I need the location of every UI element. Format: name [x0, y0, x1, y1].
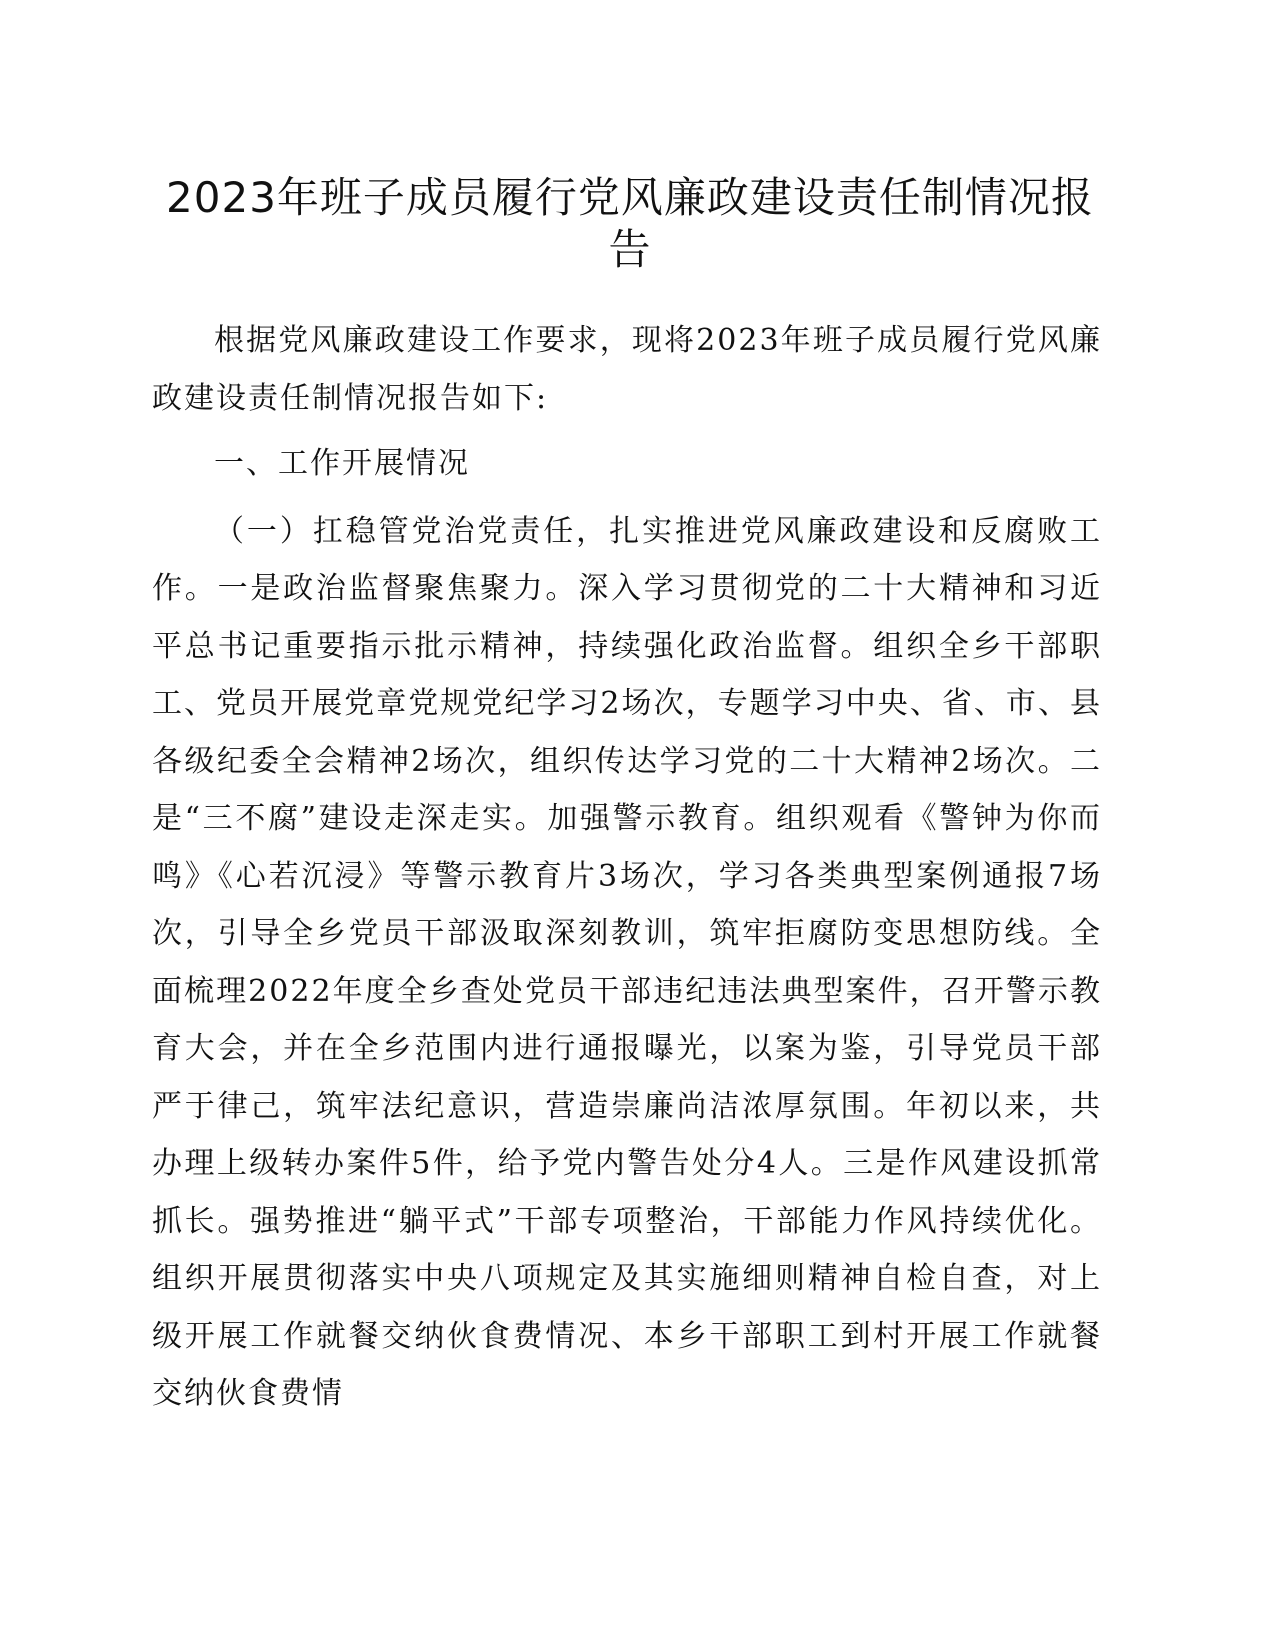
section-heading: 一、工作开展情况 — [214, 446, 470, 481]
body-paragraph: （一）扛稳管党治党责任，扎实推进党风廉政建设和反腐败工作。一是政治监督聚焦聚力。深入学习贯彻党的二十大精神和习近平总书记重要指示批示精神，持续强化政治监督。组织全乡干部职工、党员开展党章党规党纪学习2场次，专题学习中央、省、市、县各级纪委全会精神2场次，组织传达学习党的二十大精神2场次。二是“三不腐”建设走深走实。加强警示教育。组织观看《警钟为你而鸣》《心若沉浸》等警示教育片3场次，学习各类典型案例通报7场次，引导全乡党员干部汲取深刻教训，筑牢拒腐防变思想防线。全面梳理2022年度全乡查处党员干部违纪违法典型案件，召开警示教育大会，并在全乡范围内进行通报曝光，以案为鉴，引导党员干部严于律己，筑牢法纪意识，营造崇廉尚洁浓厚氛围。年初以来，共办理上级转办案件5件，给予党内警告处分4人。三是作风建设抓常抓长。强势推进“躺平式”干部专项整治，干部能力作风持续优化。组织开展贯彻落实中央八项规定及其实施细则精神自检自查，对上级开展工作就餐交纳伙食费情况、本乡干部职工到村开展工作就餐交纳伙食费情 — [152, 513, 1102, 1411]
document-title: 2023年班子成员履行党风廉政建设责任制情况报告 — [166, 173, 1094, 274]
intro-paragraph: 根据党风廉政建设工作要求，现将2023年班子成员履行党风廉政建设责任制情况报告如下: — [152, 323, 1102, 416]
document-body — [152, 312, 1102, 1423]
